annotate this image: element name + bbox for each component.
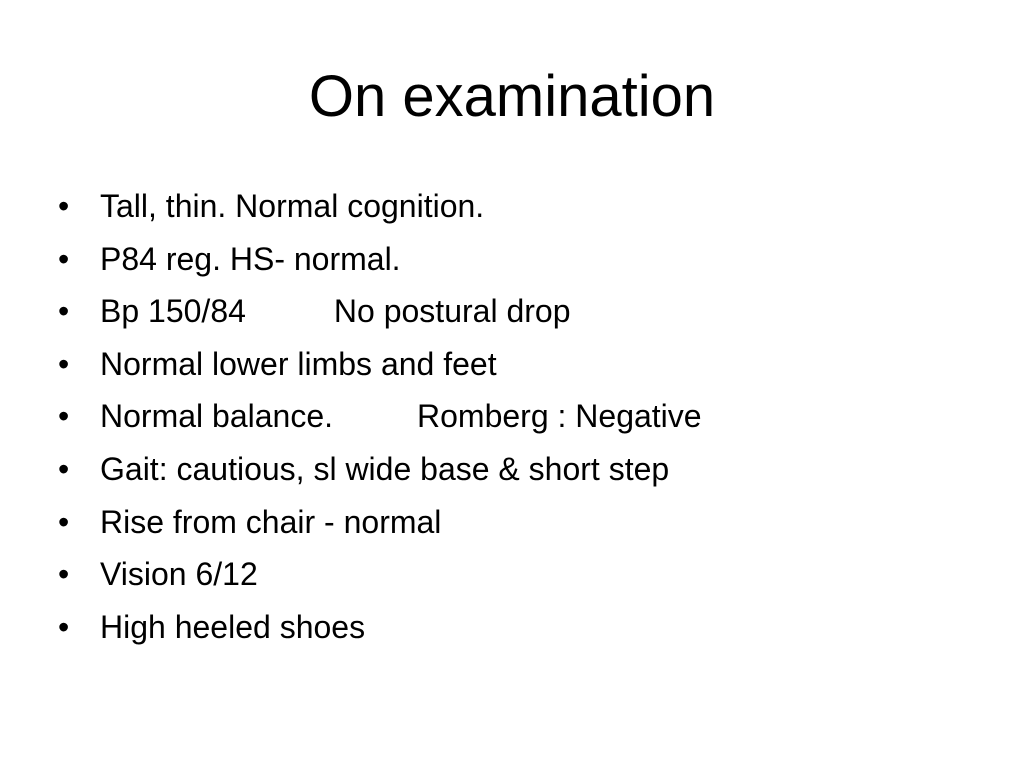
bullet-icon: • bbox=[58, 345, 70, 382]
bullet-text-after-tab: Romberg : Negative bbox=[417, 398, 702, 435]
bullet-list bbox=[58, 180, 998, 653]
bullet-text-row bbox=[100, 285, 570, 338]
bullet-icon: • bbox=[58, 608, 70, 645]
bullet-text: Bp 150/84 bbox=[100, 293, 246, 330]
bullet-text-row bbox=[100, 390, 702, 443]
bullet-item-6 bbox=[58, 443, 998, 496]
bullet-item-9 bbox=[58, 601, 998, 654]
bullet-icon: • bbox=[58, 503, 70, 540]
slide-title: On examination bbox=[308, 64, 716, 129]
bullet-icon: • bbox=[58, 188, 70, 224]
bullet-icon: • bbox=[58, 450, 70, 487]
bullet-text: Normal lower limbs and feet bbox=[100, 345, 497, 382]
bullet-icon: • bbox=[58, 293, 70, 330]
bullet-icon: • bbox=[58, 240, 70, 277]
bullet-item-7 bbox=[58, 496, 998, 549]
bullet-item-5 bbox=[58, 390, 998, 443]
bullet-text: Gait: cautious, sl wide base & short step bbox=[100, 450, 670, 487]
bullet-item-1 bbox=[58, 180, 998, 233]
bullet-text: P84 reg. HS- normal. bbox=[100, 240, 401, 277]
bullet-item-4 bbox=[58, 338, 998, 391]
bullet-text-after-tab: No postural drop bbox=[333, 293, 571, 330]
bullet-item-8 bbox=[58, 548, 998, 601]
bullet-item-3 bbox=[58, 285, 998, 338]
bullet-text: Rise from chair - normal bbox=[100, 503, 442, 540]
bullet-item-2 bbox=[58, 233, 998, 286]
bullet-text: Tall, thin. Normal cognition. bbox=[100, 188, 485, 224]
bullet-icon: • bbox=[58, 398, 70, 435]
bullet-text: Vision 6/12 bbox=[100, 556, 258, 593]
bullet-text: High heeled shoes bbox=[100, 608, 366, 645]
bullet-icon: • bbox=[58, 556, 70, 593]
bullet-text: Normal balance. bbox=[100, 398, 333, 435]
